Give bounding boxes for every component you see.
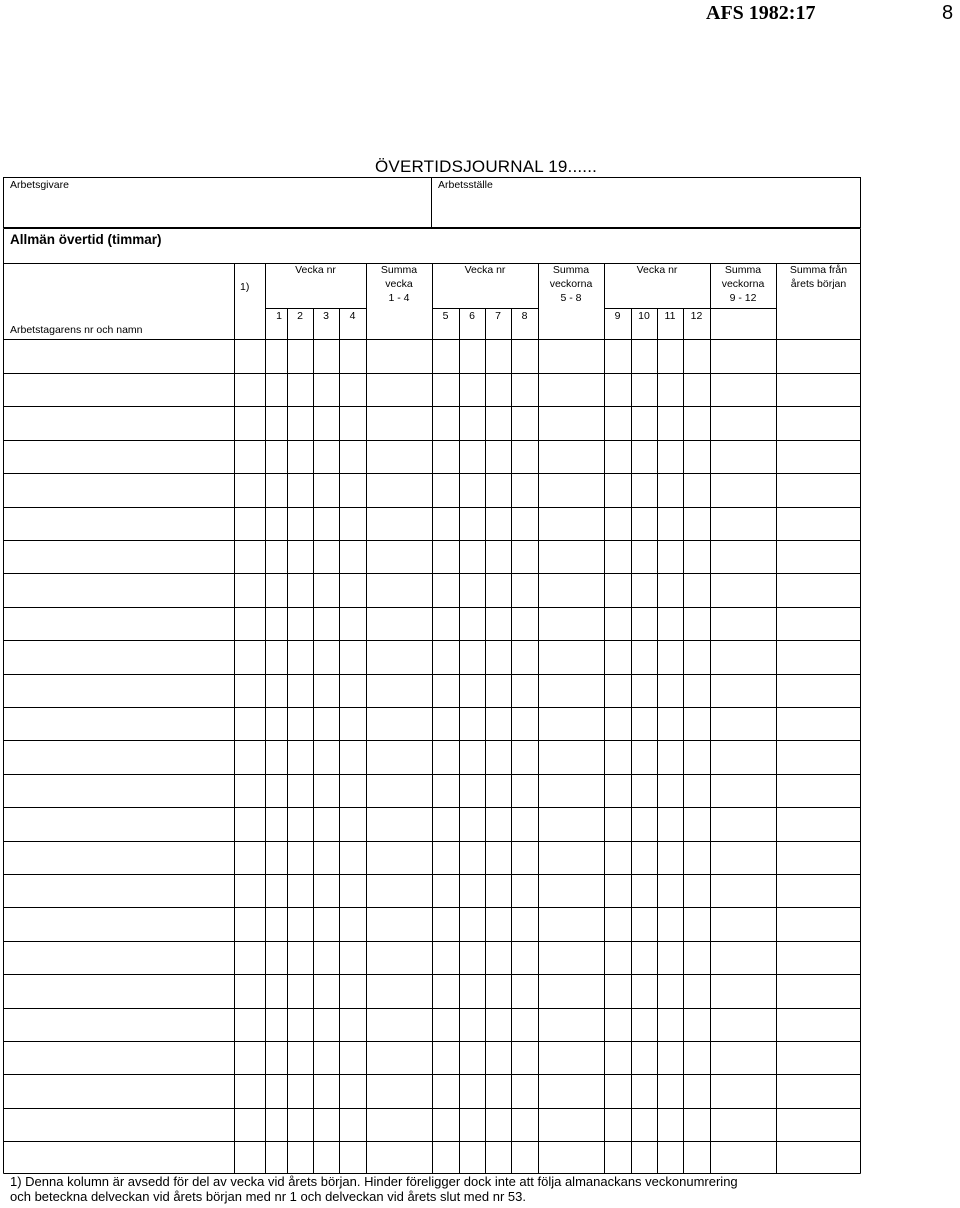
year-total-line1: Summa från (789, 264, 848, 276)
week-9-header: 9 (614, 310, 621, 322)
sum-1-4-line3: 1 - 4 (388, 292, 410, 304)
week-2-header: 2 (297, 310, 303, 322)
week-10-header: 10 (638, 310, 650, 322)
partial-week-header: 1) (240, 281, 250, 293)
section-title: Allmän övertid (timmar) (10, 232, 162, 247)
year-total-line2: årets början (790, 278, 847, 290)
week-8-header: 8 (521, 310, 528, 322)
workplace-label: Arbetsställe (438, 179, 493, 191)
sum-1-4-line2: vecka (385, 278, 413, 290)
sum-9-12-line1: Summa (724, 264, 762, 276)
sum-5-8-line2: veckorna (549, 278, 593, 290)
week-12-header: 12 (690, 310, 703, 322)
document-reference: AFS 1982:17 (706, 2, 816, 24)
week-5-header: 5 (442, 310, 449, 322)
group2-week-label: Vecka nr (464, 264, 506, 276)
week-6-header: 6 (469, 310, 475, 322)
footnote (10, 1174, 910, 1204)
sum-5-8-line1: Summa (552, 264, 590, 276)
week-3-header: 3 (323, 310, 329, 322)
sum-5-8-line3: 5 - 8 (560, 292, 582, 304)
sum-9-12-line2: veckorna (721, 278, 765, 290)
group1-week-label: Vecka nr (295, 264, 336, 276)
sum-9-12-line3: 9 - 12 (729, 292, 757, 304)
form-title: ÖVERTIDSJOURNAL 19...... (375, 157, 598, 176)
page-number: 8 (942, 2, 954, 24)
name-column-header: Arbetstagarens nr och namn (10, 324, 143, 336)
week-4-header: 4 (349, 310, 356, 322)
sum-1-4-line1: Summa (380, 264, 418, 276)
footnote-line1: 1) Denna kolumn är avsedd för del av vecka vid årets början. Hinder föreligger dock inte att följa almanackans veckonumrering (10, 1174, 738, 1189)
week-7-header: 7 (495, 310, 501, 322)
group3-week-label: Vecka nr (636, 264, 678, 276)
employer-label: Arbetsgivare (10, 179, 69, 191)
week-11-header: 11 (664, 310, 676, 322)
footnote-line2: och beteckna delveckan vid årets början med nr 1 och delveckan vid årets slut med nr 53. (10, 1189, 526, 1204)
week-1-header: 1 (276, 310, 282, 322)
